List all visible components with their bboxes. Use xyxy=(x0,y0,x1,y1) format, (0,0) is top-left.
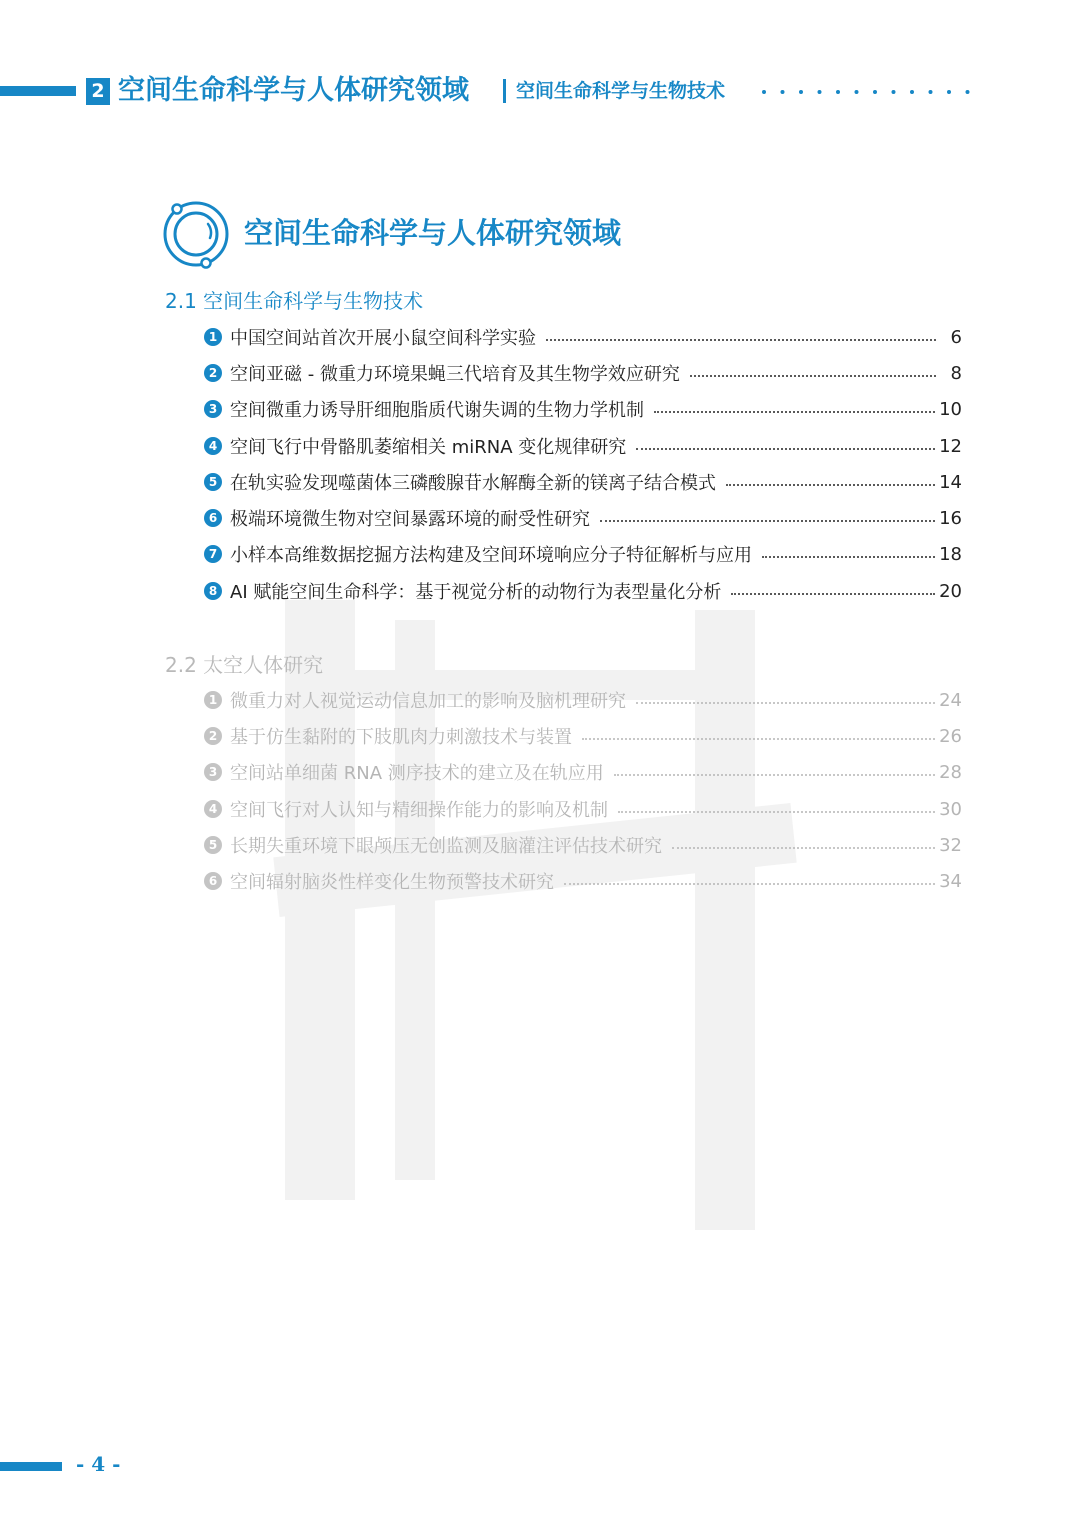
section-heading-2-1[interactable]: 2.1 空间生命科学与生物技术 xyxy=(165,289,424,313)
toc-item-2-1-3[interactable] xyxy=(204,394,962,424)
main-title: 空间生命科学与人体研究领域 xyxy=(244,216,622,250)
page-number: - 4 - xyxy=(76,1452,121,1476)
dot-leader xyxy=(564,883,935,885)
toc-page-number: 16 xyxy=(939,507,962,529)
toc-page-number: 24 xyxy=(939,689,962,711)
header-section-title: 空间生命科学与生物技术 xyxy=(516,80,726,102)
toc-item-2-2-6[interactable] xyxy=(204,866,962,896)
toc-item-title: 空间微重力诱导肝细胞脂质代谢失调的生物力学机制 xyxy=(230,400,644,421)
toc-item-2-1-8[interactable] xyxy=(204,576,962,606)
toc-item-2-1-5[interactable] xyxy=(204,467,962,497)
toc-item-title: 基于仿生黏附的下肢肌肉力刺激技术与装置 xyxy=(230,727,572,748)
item-number-badge: 1 xyxy=(204,691,222,709)
item-number-badge: 7 xyxy=(204,545,222,563)
toc-item-2-2-1[interactable] xyxy=(204,685,962,715)
item-number-badge: 4 xyxy=(204,800,222,818)
toc-page-number: 30 xyxy=(939,798,962,820)
toc-item-2-2-4[interactable] xyxy=(204,794,962,824)
toc-item-2-1-7[interactable] xyxy=(204,539,962,569)
section-heading-2-2[interactable]: 2.2 太空人体研究 xyxy=(165,653,324,677)
toc-item-title: 空间辐射脑炎性样变化生物预警技术研究 xyxy=(230,872,554,893)
item-number-badge: 3 xyxy=(204,763,222,781)
toc-item-title: 空间亚磁 - 微重力环境果蝇三代培育及其生物学效应研究 xyxy=(230,364,680,385)
chapter-number-badge: 2 xyxy=(86,78,110,105)
toc-page-number: 8 xyxy=(950,362,962,384)
item-number-badge: 8 xyxy=(204,582,222,600)
item-number-badge: 5 xyxy=(204,836,222,854)
dot-leader xyxy=(614,774,935,776)
toc-page-number: 34 xyxy=(939,870,962,892)
header-separator xyxy=(503,79,506,103)
dot-leader xyxy=(546,339,936,341)
toc-page-number: 20 xyxy=(939,580,962,602)
dot-leader xyxy=(654,411,935,413)
header-dotted-line xyxy=(762,89,982,95)
dot-leader xyxy=(731,593,935,595)
toc-item-title: 小样本高维数据挖掘方法构建及空间环境响应分子特征解析与应用 xyxy=(230,545,752,566)
toc-page-number: 6 xyxy=(950,326,962,348)
toc-item-title: 在轨实验发现噬菌体三磷酸腺苷水解酶全新的镁离子结合模式 xyxy=(230,473,716,494)
item-number-badge: 5 xyxy=(204,473,222,491)
toc-item-2-1-6[interactable] xyxy=(204,503,962,533)
toc-item-title: 长期失重环境下眼颅压无创监测及脑灌注评估技术研究 xyxy=(230,836,662,857)
toc-item-2-1-4[interactable] xyxy=(204,431,962,461)
item-number-badge: 6 xyxy=(204,509,222,527)
dot-leader xyxy=(726,484,935,486)
dot-leader xyxy=(762,556,935,558)
orbit-ring-icon xyxy=(160,198,232,270)
toc-page-number: 14 xyxy=(939,471,962,493)
toc-item-2-1-1[interactable] xyxy=(204,322,962,352)
toc-page-number: 26 xyxy=(939,725,962,747)
toc-page-number: 28 xyxy=(939,761,962,783)
toc-item-2-2-5[interactable] xyxy=(204,830,962,860)
toc-item-title: 空间飞行对人认知与精细操作能力的影响及机制 xyxy=(230,800,608,821)
item-number-badge: 1 xyxy=(204,328,222,346)
item-number-badge: 2 xyxy=(204,727,222,745)
toc-item-title: 微重力对人视觉运动信息加工的影响及脑机理研究 xyxy=(230,691,626,712)
toc-item-title: 空间飞行中骨骼肌萎缩相关 miRNA 变化规律研究 xyxy=(230,437,627,458)
header-accent-bar xyxy=(0,86,76,96)
toc-item-title: AI 赋能空间生命科学：基于视觉分析的动物行为表型量化分析 xyxy=(230,582,722,603)
dot-leader xyxy=(636,702,935,704)
toc-page-number: 12 xyxy=(939,435,962,457)
chapter-title: 空间生命科学与人体研究领域 xyxy=(118,75,469,106)
footer-accent-bar xyxy=(0,1462,62,1471)
dot-leader xyxy=(618,811,935,813)
toc-page-number: 32 xyxy=(939,834,962,856)
dot-leader xyxy=(636,448,935,450)
toc-item-2-2-2[interactable] xyxy=(204,721,962,751)
toc-item-2-2-3[interactable] xyxy=(204,757,962,787)
toc-item-2-1-2[interactable] xyxy=(204,358,962,388)
item-number-badge: 4 xyxy=(204,437,222,455)
item-number-badge: 6 xyxy=(204,872,222,890)
toc-item-title: 极端环境微生物对空间暴露环境的耐受性研究 xyxy=(230,509,590,530)
dot-leader xyxy=(582,738,935,740)
toc-page-number: 18 xyxy=(939,543,962,565)
dot-leader xyxy=(672,847,935,849)
item-number-badge: 3 xyxy=(204,400,222,418)
item-number-badge: 2 xyxy=(204,364,222,382)
dot-leader xyxy=(690,375,936,377)
toc-item-title: 中国空间站首次开展小鼠空间科学实验 xyxy=(230,328,536,349)
toc-page-number: 10 xyxy=(939,398,962,420)
toc-item-title: 空间站单细菌 RNA 测序技术的建立及在轨应用 xyxy=(230,763,604,784)
dot-leader xyxy=(600,520,935,522)
